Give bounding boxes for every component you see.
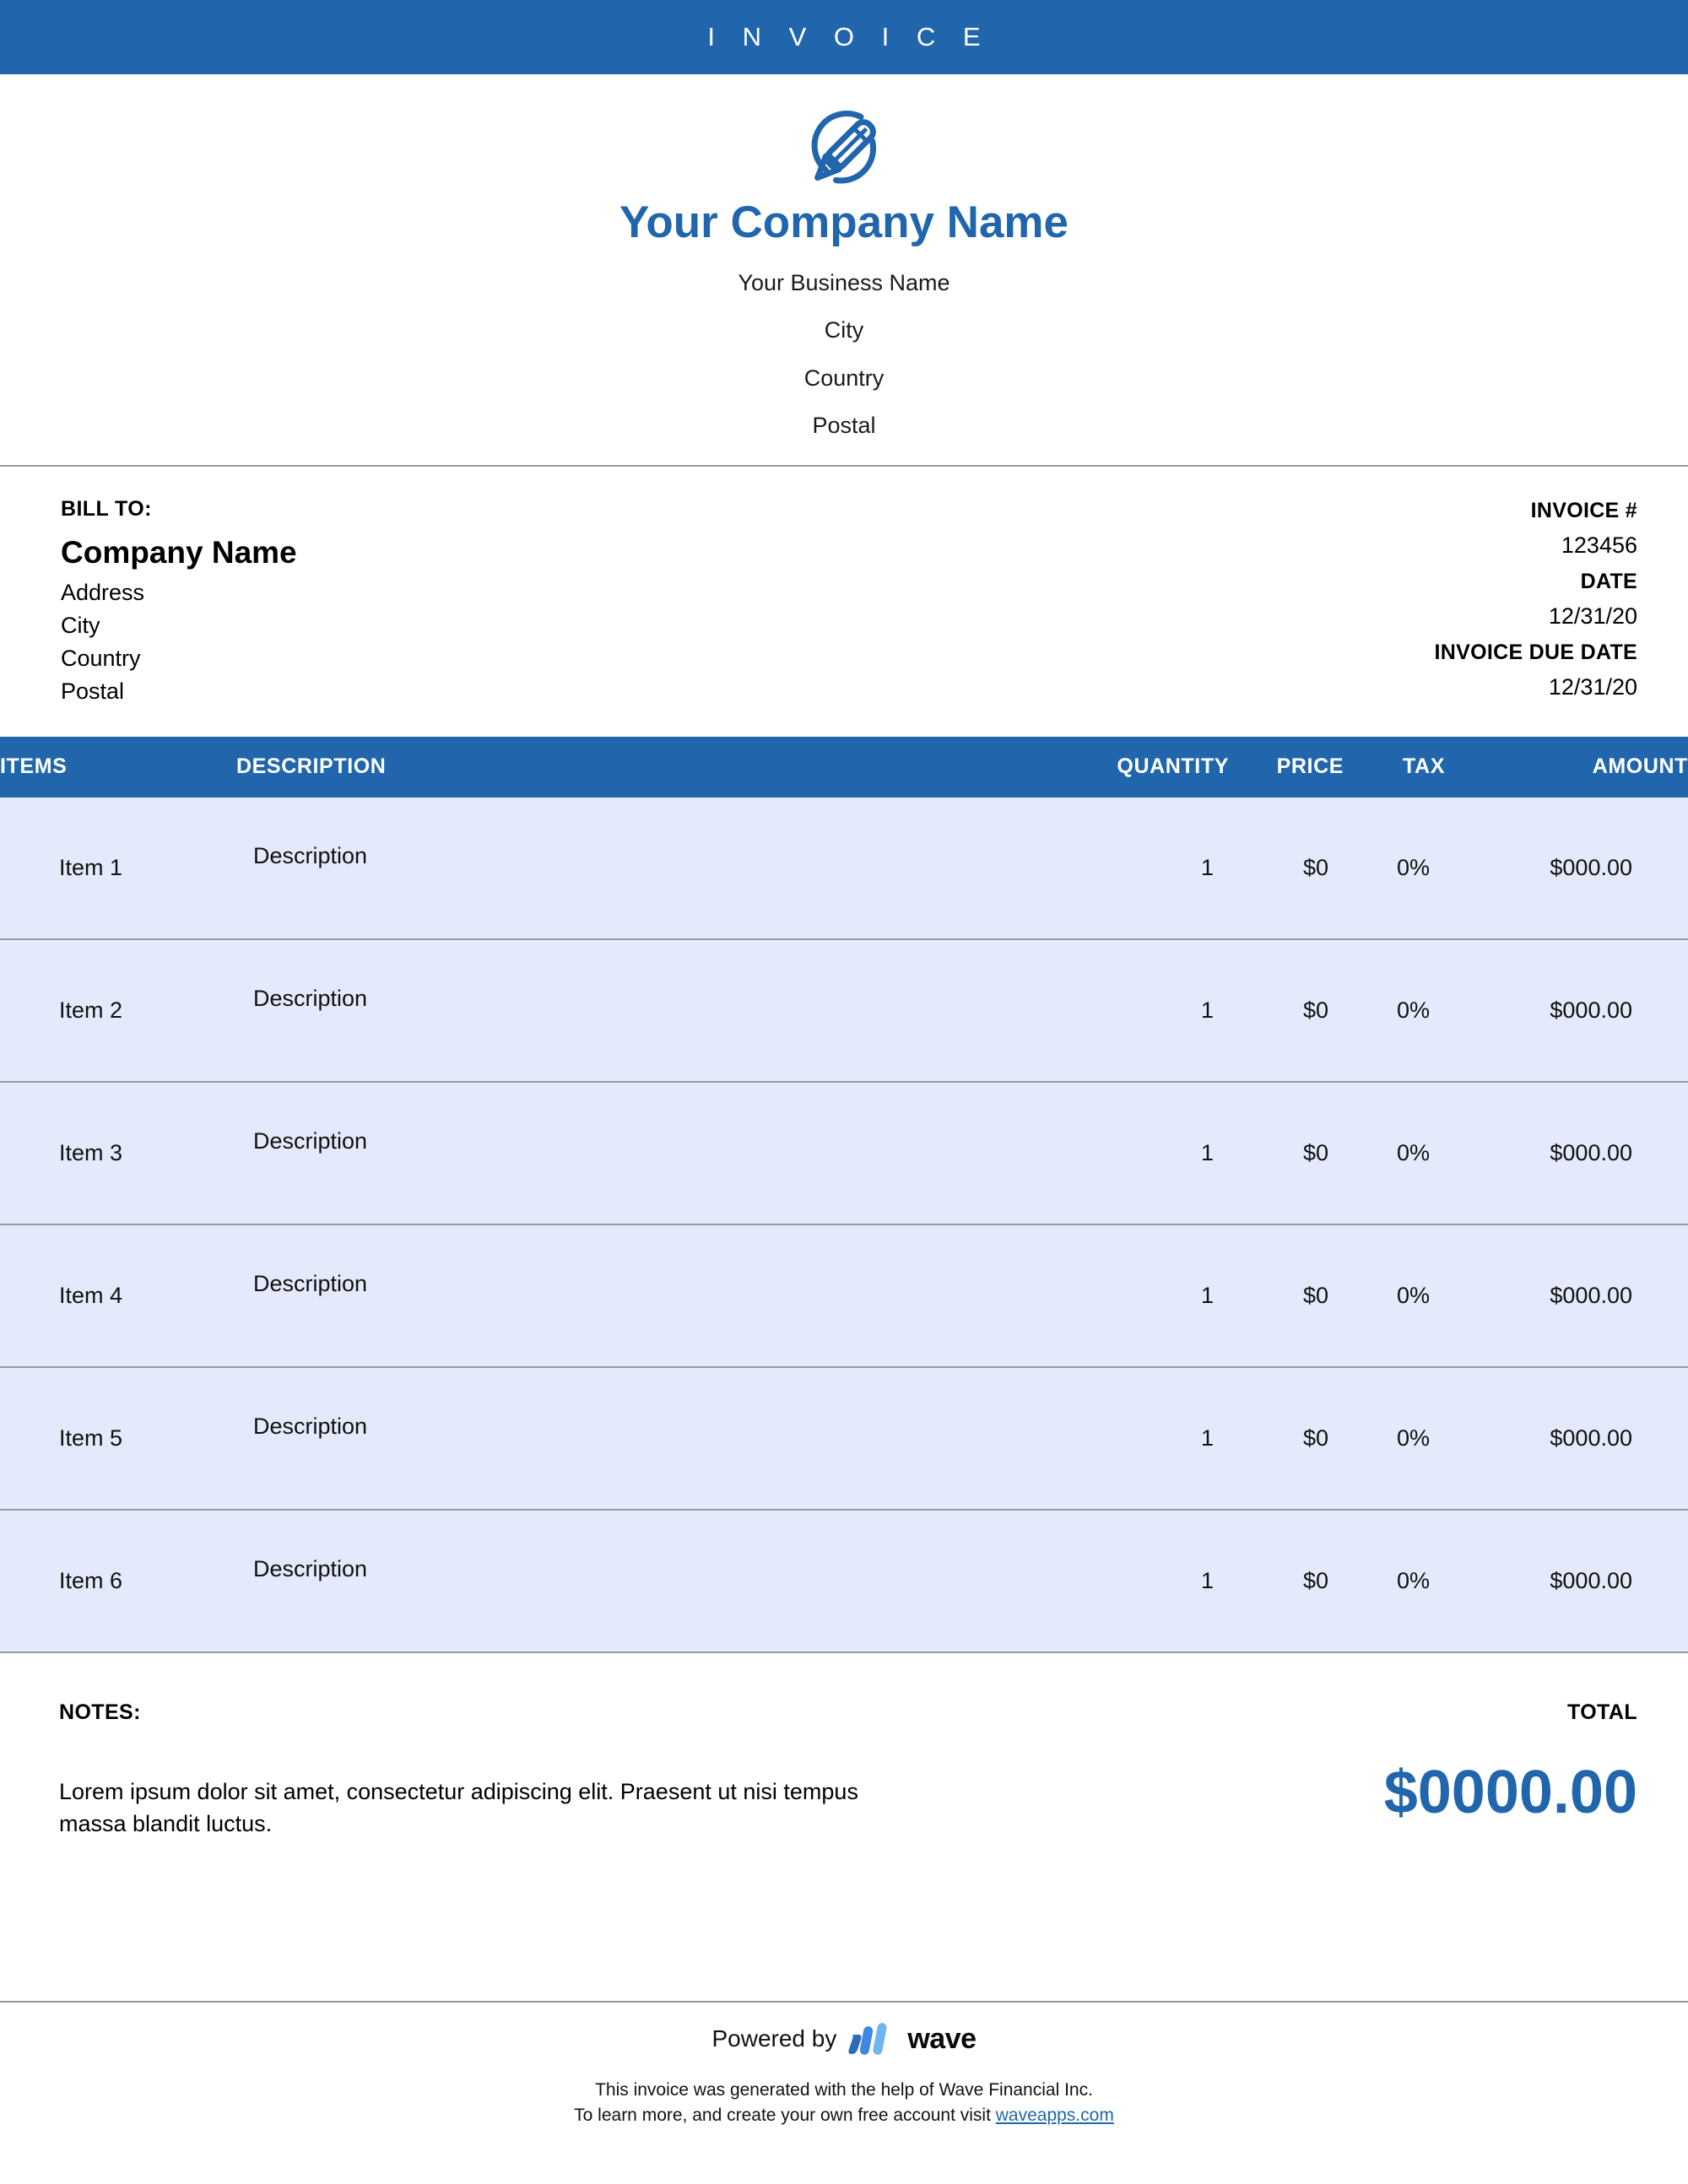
row-price: $0 bbox=[1302, 1282, 1328, 1308]
line-items-table bbox=[0, 737, 1688, 1653]
company-address-line-3: Country bbox=[803, 365, 885, 391]
company-address-line-4: Postal bbox=[812, 413, 876, 439]
row-quantity: 1 bbox=[1200, 1282, 1214, 1308]
bill-to-block bbox=[61, 497, 297, 711]
row-tax: 0% bbox=[1396, 1282, 1430, 1308]
notes-text: Lorem ipsum dolor sit amet, consectetur adipiscing elit. Praesent ut nisi tempus massa blandit luctus. bbox=[59, 1778, 858, 1836]
invoice-details-block bbox=[1435, 497, 1637, 711]
footer-fineprint-line-2 bbox=[0, 2103, 1688, 2128]
row-amount: $000.00 bbox=[1550, 1567, 1632, 1593]
company-name: Your Company Name bbox=[619, 197, 1069, 247]
row-description: Description bbox=[253, 1128, 368, 1154]
invoice-banner bbox=[0, 0, 1688, 74]
powered-by-label: Powered by bbox=[711, 2025, 837, 2052]
invoice-number-value: 123456 bbox=[1561, 532, 1637, 558]
footer-fineprint-line-1: This invoice was generated with the help of Wave Financial Inc. bbox=[595, 2080, 1093, 2100]
invoice-number-label: INVOICE # bbox=[1530, 498, 1637, 522]
row-item-name: Item 4 bbox=[59, 1282, 123, 1308]
row-item-name: Item 5 bbox=[59, 1424, 123, 1451]
row-tax: 0% bbox=[1396, 1139, 1430, 1165]
row-description: Description bbox=[253, 986, 368, 1011]
invoice-banner-title: I N V O I C E bbox=[707, 22, 991, 51]
bill-to-address: Address bbox=[61, 579, 145, 605]
bill-to-postal: Postal bbox=[61, 678, 125, 704]
row-quantity: 1 bbox=[1200, 854, 1214, 880]
column-header-quantity: QUANTITY bbox=[1063, 737, 1229, 797]
row-quantity: 1 bbox=[1200, 1567, 1214, 1593]
column-header-price: PRICE bbox=[1229, 737, 1344, 797]
footer-fineprint bbox=[0, 2078, 1688, 2128]
row-quantity: 1 bbox=[1200, 997, 1214, 1023]
row-tax: 0% bbox=[1396, 1424, 1430, 1451]
footer-divider bbox=[0, 2001, 1688, 2003]
invoice-meta-section bbox=[0, 467, 1688, 737]
footer bbox=[0, 2017, 1688, 2128]
row-amount: $000.00 bbox=[1550, 854, 1632, 880]
waveapps-link[interactable]: waveapps.com bbox=[995, 2105, 1114, 2125]
wave-bars-icon bbox=[847, 2021, 894, 2057]
row-quantity: 1 bbox=[1200, 1424, 1214, 1451]
row-item-name: Item 2 bbox=[59, 997, 123, 1023]
row-amount: $000.00 bbox=[1550, 1139, 1632, 1165]
table-row bbox=[0, 1510, 1688, 1652]
row-price: $0 bbox=[1302, 997, 1328, 1023]
bill-to-country: Country bbox=[61, 645, 141, 671]
row-price: $0 bbox=[1302, 854, 1328, 880]
powered-by-row bbox=[0, 2017, 1688, 2061]
row-description: Description bbox=[253, 1414, 368, 1439]
company-address-line-2: City bbox=[824, 317, 864, 343]
row-description: Description bbox=[253, 843, 368, 868]
column-header-description: DESCRIPTION bbox=[236, 737, 1063, 797]
row-price: $0 bbox=[1302, 1139, 1328, 1165]
column-header-amount: AMOUNT bbox=[1445, 737, 1688, 797]
company-logo bbox=[0, 105, 1688, 194]
company-header bbox=[0, 74, 1688, 465]
invoice-date-value: 12/31/20 bbox=[1548, 603, 1637, 629]
invoice-due-date-label: INVOICE DUE DATE bbox=[1434, 640, 1637, 664]
row-price: $0 bbox=[1302, 1567, 1328, 1593]
notes-block bbox=[59, 1700, 869, 1841]
row-item-name: Item 1 bbox=[59, 854, 123, 880]
total-label: TOTAL bbox=[1566, 1700, 1637, 1724]
bill-to-city: City bbox=[61, 612, 100, 638]
line-items-table-body bbox=[0, 797, 1688, 1652]
row-tax: 0% bbox=[1396, 997, 1430, 1023]
table-row bbox=[0, 1224, 1688, 1367]
table-header-row bbox=[0, 737, 1688, 797]
total-amount: $0000.00 bbox=[1383, 1758, 1637, 1826]
row-price: $0 bbox=[1302, 1424, 1328, 1451]
row-tax: 0% bbox=[1396, 1567, 1430, 1593]
row-tax: 0% bbox=[1396, 854, 1430, 880]
row-amount: $000.00 bbox=[1550, 1282, 1632, 1308]
row-description: Description bbox=[253, 1271, 368, 1296]
row-amount: $000.00 bbox=[1550, 1424, 1632, 1451]
invoice-date-label: DATE bbox=[1580, 569, 1637, 593]
invoice-due-date-value: 12/31/20 bbox=[1548, 673, 1637, 700]
column-header-tax: TAX bbox=[1344, 737, 1445, 797]
column-header-items: ITEMS bbox=[0, 737, 236, 797]
bill-to-company-name: Company Name bbox=[61, 534, 297, 570]
row-quantity: 1 bbox=[1200, 1139, 1214, 1165]
row-item-name: Item 6 bbox=[59, 1567, 123, 1593]
table-row bbox=[0, 939, 1688, 1082]
table-row bbox=[0, 1082, 1688, 1224]
circle-pencil-logo-icon bbox=[801, 106, 887, 192]
row-item-name: Item 3 bbox=[59, 1139, 123, 1165]
row-amount: $000.00 bbox=[1550, 997, 1632, 1023]
row-description: Description bbox=[253, 1556, 368, 1581]
summary-section bbox=[0, 1653, 1688, 1841]
notes-label: NOTES: bbox=[59, 1700, 141, 1724]
table-row bbox=[0, 1367, 1688, 1510]
wave-wordmark: wave bbox=[907, 2022, 977, 2055]
table-row bbox=[0, 797, 1688, 939]
footer-fineprint-prefix: To learn more, and create your own free account visit bbox=[574, 2105, 996, 2125]
company-address-line-1: Your Business Name bbox=[738, 269, 950, 295]
bill-to-label: BILL TO: bbox=[61, 496, 152, 521]
total-block bbox=[1384, 1700, 1637, 1841]
line-items-table-header bbox=[0, 737, 1688, 797]
